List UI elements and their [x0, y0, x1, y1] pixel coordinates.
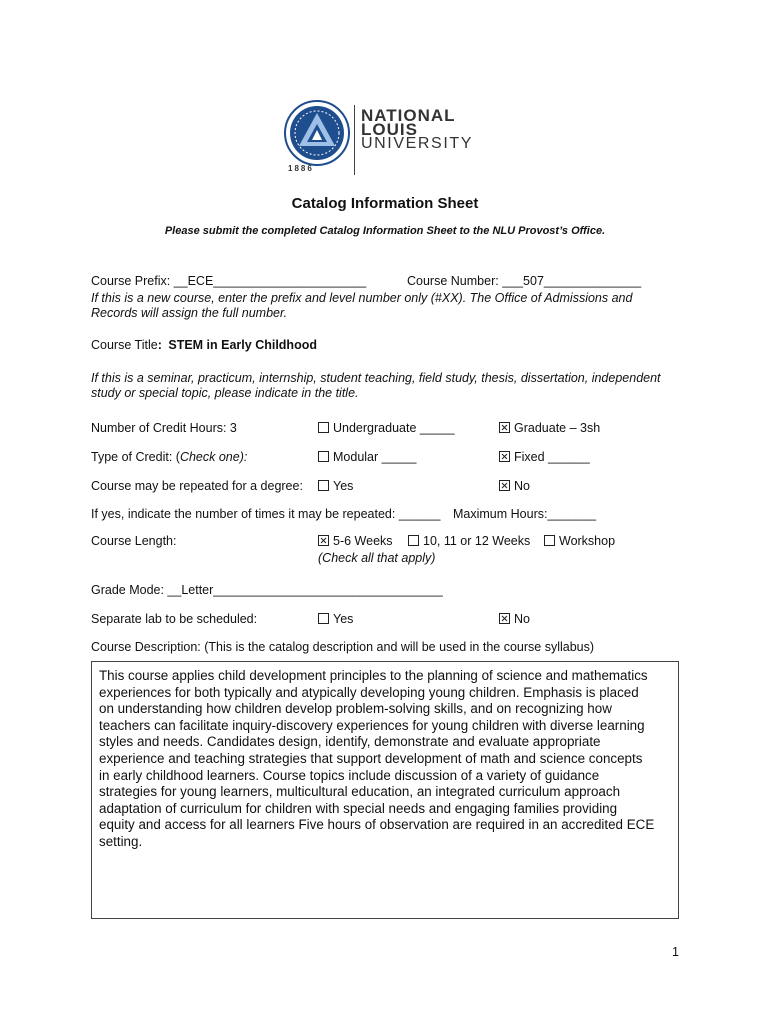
course-number-label: Course Number: [407, 274, 499, 288]
course-title-colon: : [157, 338, 162, 352]
logo-divider [354, 105, 355, 175]
length-5-6-weeks-option[interactable] [318, 533, 393, 549]
undergraduate-checkbox[interactable] [318, 422, 329, 433]
undergraduate-label: Undergraduate _____ [333, 421, 455, 435]
maximum-hours-field[interactable]: Maximum Hours:_______ [453, 507, 597, 521]
lab-yes-option[interactable] [318, 611, 353, 627]
workshop-label: Workshop [559, 534, 616, 548]
repeatable-no-label: No [514, 479, 530, 493]
seminar-note-line1: If this is a seminar, practicum, internship, student teaching, field study, thesis, dissertation, independent [91, 371, 661, 385]
workshop-option[interactable] [544, 533, 615, 549]
course-title-value: STEM in Early Childhood [168, 338, 317, 352]
course-prefix-label: Course Prefix: [91, 274, 171, 288]
description-line: strategies for young learners, multicultural education, an integrated curriculum approach [99, 784, 621, 800]
modular-checkbox[interactable] [318, 451, 329, 462]
course-number-value: ___507______________ [502, 274, 642, 288]
modular-option[interactable] [318, 449, 416, 465]
fixed-label: Fixed ______ [514, 450, 590, 464]
lab-yes-checkbox[interactable] [318, 613, 329, 624]
new-course-note-line1: If this is a new course, enter the prefix and level number only (#XX). The Office of Admissions and [91, 291, 633, 305]
logo-line-louis: LOUIS [361, 120, 418, 139]
description-line: experience and teaching strategies that support development of math and science concepts [99, 750, 643, 766]
fixed-option[interactable] [499, 449, 590, 465]
page-subtitle: Please submit the completed Catalog Information Sheet to the NLU Provost’s Office. [164, 225, 606, 237]
grade-mode-field[interactable]: Grade Mode: __Letter_________________________________ [91, 583, 443, 597]
length-10-12-weeks-checkbox[interactable] [408, 535, 419, 546]
credit-type-label-text: Type of Credit: ( [91, 450, 180, 464]
credit-hours-label: Number of Credit Hours: 3 [91, 421, 237, 435]
description-line: setting. [99, 833, 143, 849]
repeatable-yes-option[interactable] [318, 478, 353, 494]
fixed-checkbox[interactable] [499, 451, 510, 462]
lab-no-label: No [514, 612, 530, 626]
course-length-label: Course Length: [91, 534, 177, 548]
repeatable-no-option[interactable] [499, 478, 530, 494]
seminar-note-line2: study or special topic, please indicate in the title. [91, 386, 359, 400]
lab-no-option[interactable] [499, 611, 530, 627]
repeatable-yes-label: Yes [333, 479, 354, 493]
course-prefix-field[interactable] [91, 273, 366, 289]
graduate-option[interactable] [499, 420, 600, 436]
description-line: styles and needs. Candidates design, identify, demonstrate and evaluate appropriate [99, 734, 601, 750]
page-number: 1 [672, 945, 679, 959]
new-course-note-line2: Records will assign the full number. [91, 306, 288, 320]
length-5-6-weeks-checkbox[interactable] [318, 535, 329, 546]
repeatable-yes-checkbox[interactable] [318, 480, 329, 491]
university-seal-icon [284, 100, 350, 166]
founding-year: 1886 [288, 164, 314, 173]
course-prefix-value: __ECE______________________ [173, 274, 367, 288]
course-title-field[interactable] [91, 337, 317, 353]
description-line: This course applies child development principles to the planning of science and mathematics [99, 668, 648, 683]
separate-lab-label: Separate lab to be scheduled: [91, 612, 258, 626]
course-number-field[interactable] [407, 273, 641, 289]
credit-type-label [91, 449, 247, 465]
length-5-6-weeks-label: 5-6 Weeks [333, 534, 393, 548]
undergraduate-option[interactable] [318, 420, 455, 436]
course-title-label: Course Title [91, 338, 158, 352]
repeat-times-field[interactable]: If yes, indicate the number of times it may be repeated: ______ [91, 507, 441, 521]
description-label: Course Description: (This is the catalog description and will be used in the course syllabus) [91, 640, 595, 654]
workshop-checkbox[interactable] [544, 535, 555, 546]
graduate-label: Graduate – 3sh [514, 421, 601, 435]
description-line: on understanding how children develop problem-solving skills, and on recognizing how [99, 701, 612, 717]
lab-yes-label: Yes [333, 612, 354, 626]
description-line: equity and access for all learners Five hours of observation are required in an accredited ECE [99, 817, 655, 833]
logo-line-national: NATIONAL [361, 106, 456, 125]
description-line: in early childhood learners. Course topics include discussion of a variety of guidance [99, 767, 600, 783]
description-line: experiences for both typically and atypically developing young children. Emphasis is placed [99, 684, 639, 700]
repeatable-label: Course may be repeated for a degree: [91, 479, 303, 493]
page-title: Catalog Information Sheet [291, 195, 479, 212]
lab-no-checkbox[interactable] [499, 613, 510, 624]
modular-label: Modular _____ [333, 450, 417, 464]
length-10-12-weeks-option[interactable] [408, 533, 530, 549]
description-line: teachers can facilitate inquiry-discovery experiences for young children with diverse learning [99, 717, 645, 733]
graduate-checkbox[interactable] [499, 422, 510, 433]
length-10-12-weeks-label: 10, 11 or 12 Weeks [423, 534, 531, 548]
description-line: adaptation of curriculum for children with special needs and engaging families providing [99, 800, 618, 816]
course-description-box[interactable] [91, 661, 679, 919]
repeatable-no-checkbox[interactable] [499, 480, 510, 491]
credit-type-label-italic: Check one): [179, 450, 248, 464]
logo-line-university: UNIVERSITY [361, 135, 474, 152]
course-length-note: (Check all that apply) [318, 551, 436, 565]
